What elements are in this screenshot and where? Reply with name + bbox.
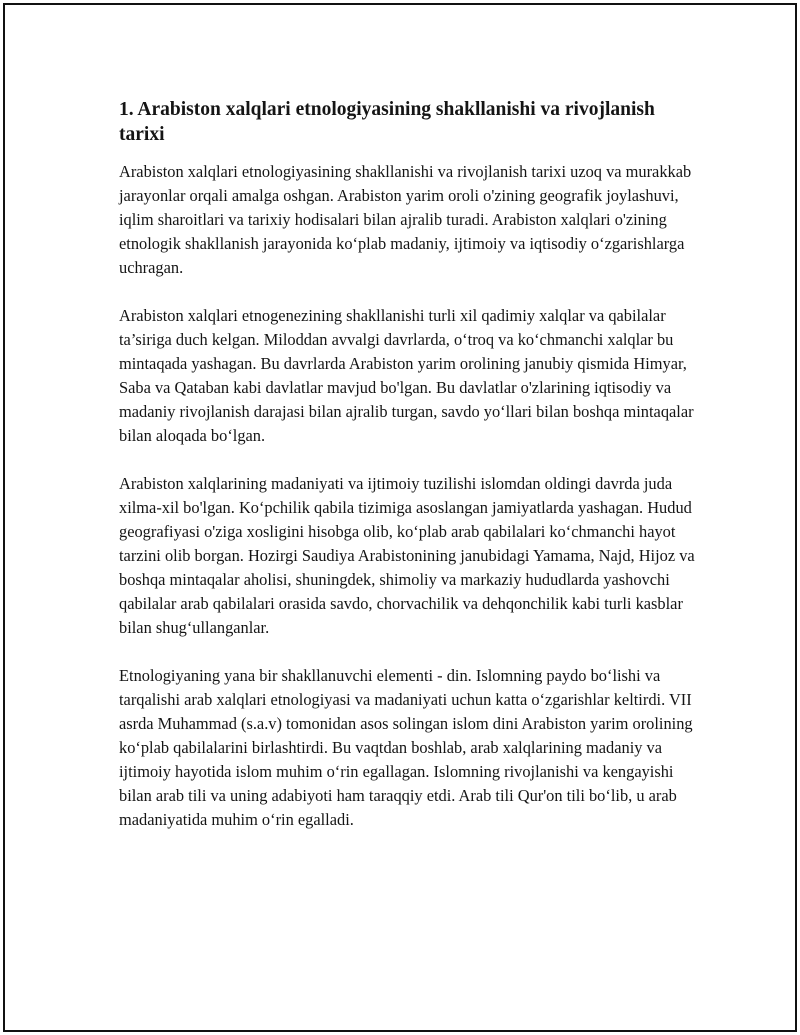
paragraph-4: Etnologiyaning yana bir shakllanuvchi elementi - din. Islomning paydo bo‘lishi va tarqalishi arab xalqlari etnologiyasi va madaniyati uchun katta o‘zgarishlar keltirdi. VII asrda Muhammad (s.a.v) tomonidan asos solingan islom dini Arabiston yarim orolining ko‘plab qabilalarini birlashtirdi. Bu vaqtdan boshlab, arab xalqlarining madaniy va ijtimoiy hayotida islom muhim o‘rin egallagan. Islomning rivojlanishi va kengayishi bilan arab tili va uning adabiyoti ham taraqqiy etdi. Arab tili Qur'on tili bo‘lib, u arab madaniyatida muhim o‘rin egalladi.: [119, 666, 693, 829]
paragraph-3: Arabiston xalqlarining madaniyati va ijtimoiy tuzilishi islomdan oldingi davrda juda xilma-xil bo'lgan. Ko‘pchilik qabila tizimiga asoslangan jamiyatlarda yashagan. Hudud geografiyasi o'ziga xosligini hisobga olib, ko‘plab arab qabilalari ko‘chmanchi hayot tarzini olib borgan. Hozirgi Saudiya Arabistonining janubidagi Yamama, Najd, Hijoz va boshqa mintaqalar aholisi, shuningdek, shimoliy va markaziy hududlarda yashovchi qabilalar arab qabilalari orasida savdo, chorvachilik va dehqonchilik kabi turli kasblar bilan shug‘ullanganlar.: [119, 474, 695, 637]
document-body: [119, 97, 704, 856]
section-heading: 1. Arabiston xalqlari etnologiyasining shakllanishi va rivojlanish tarixi: [119, 99, 655, 145]
paragraph-1: Arabiston xalqlari etnologiyasining shakllanishi va rivojlanish tarixi uzoq va murakkab jarayonlar orqali amalga oshgan. Arabiston yarim oroli o'zining geografik joylashuvi, iqlim sharoitlari va tarixiy hodisalari bilan ajralib turadi. Arabiston xalqlari o'zining etnologik shakllanish jarayonida ko‘plab madaniy, ijtimoiy va iqtisodiy o‘zgarishlarga uchragan.: [119, 162, 692, 277]
page-frame: [3, 3, 797, 1032]
paragraph-2: Arabiston xalqlari etnogenezining shakllanishi turli xil qadimiy xalqlar va qabilalar ta’siriga duch kelgan. Miloddan avvalgi davrlarda, o‘troq va ko‘chmanchi xalqlar bu mintaqada yashagan. Bu davrlarda Arabiston yarim orolining janubiy qismida Himyar, Saba va Qataban kabi davlatlar mavjud bo'lgan. Bu davlatlar o'zlarining iqtisodiy va madaniy rivojlanish darajasi bilan ajralib turgan, savdo yo‘llari bilan boshqa mintaqalar bilan aloqada bo‘lgan.: [119, 306, 694, 445]
